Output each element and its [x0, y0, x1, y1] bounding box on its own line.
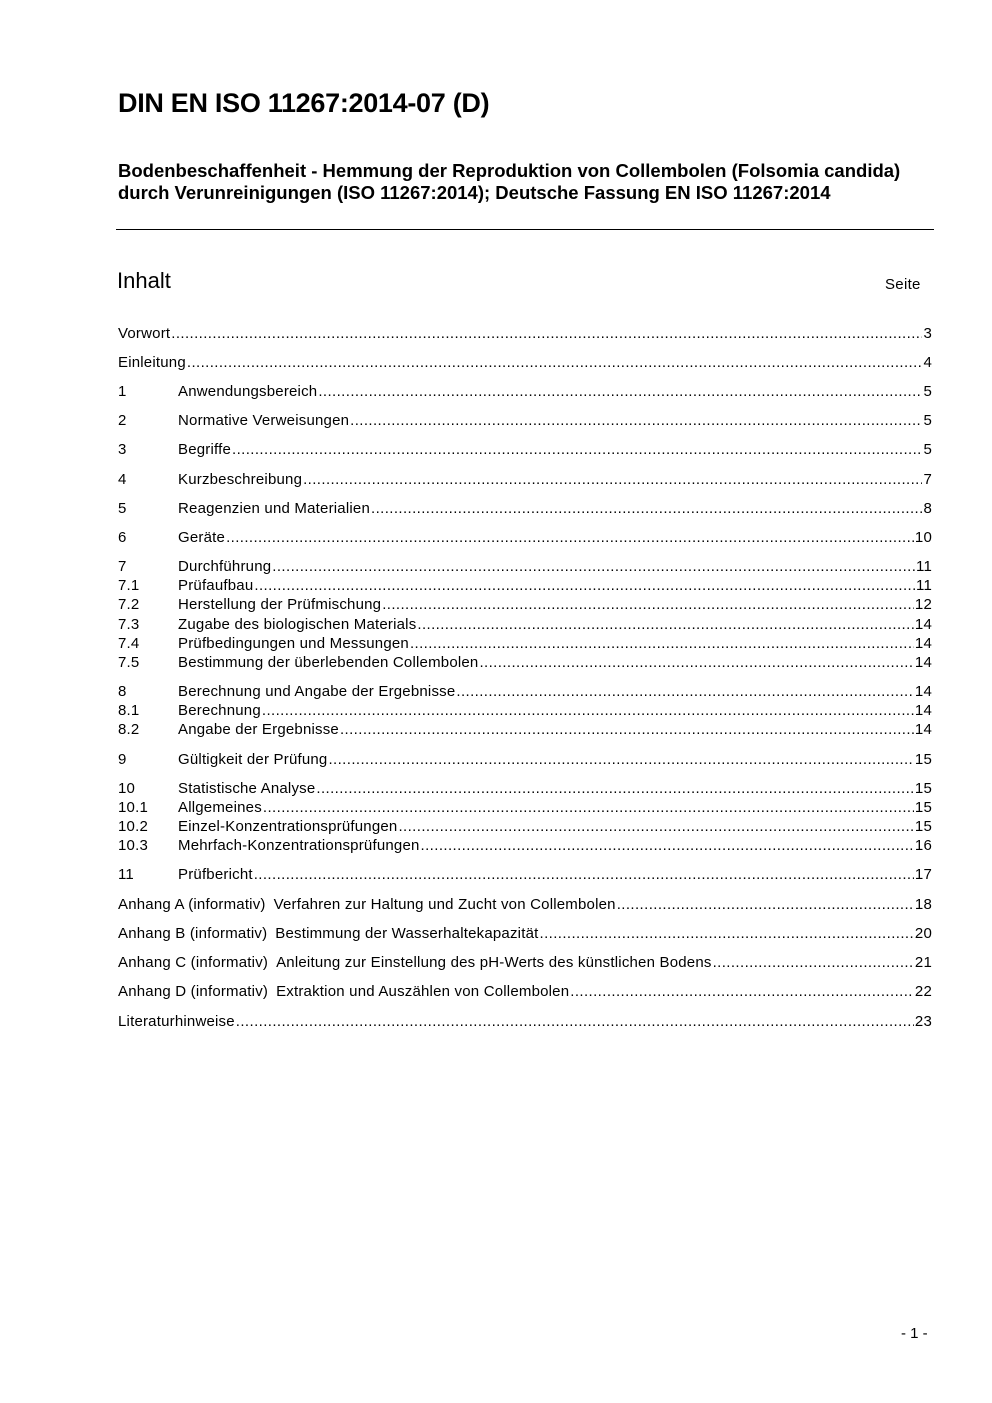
toc-dot-leader — [303, 470, 922, 489]
toc-entry-page: 15 — [914, 818, 932, 835]
toc-dot-leader — [570, 982, 914, 1001]
toc-entry-page: 22 — [914, 983, 932, 1000]
toc-dot-leader — [236, 1012, 914, 1031]
toc-entry[interactable] — [118, 1012, 932, 1031]
toc-entry[interactable] — [118, 701, 932, 720]
toc-entry[interactable] — [118, 798, 932, 817]
toc-entry-number: 7.1 — [118, 577, 140, 594]
toc-entry-page: 21 — [914, 954, 932, 971]
toc-entry-title: Bestimmung der überlebenden Collembolen — [178, 654, 479, 671]
toc-entry-number: 9 — [118, 751, 127, 768]
toc-dot-leader — [340, 720, 914, 739]
toc-entry-number: 3 — [118, 441, 127, 458]
toc-dot-leader — [713, 953, 914, 972]
toc-entry-title: Kurzbeschreibung — [178, 471, 303, 488]
toc-entry-number: 7 — [118, 558, 127, 575]
toc-entry[interactable] — [118, 836, 932, 855]
toc-dot-leader — [540, 924, 914, 943]
toc-entry-title: Angabe der Ergebnisse — [178, 721, 339, 738]
toc-entry-title: Allgemeines — [178, 799, 262, 816]
title-divider — [116, 229, 934, 230]
toc-entry[interactable] — [118, 982, 932, 1001]
toc-entry-title: Geräte — [178, 529, 226, 546]
toc-entry-annex-label: Anhang B (informativ) — [118, 925, 268, 942]
toc-entry[interactable] — [118, 353, 932, 372]
toc-entry[interactable] — [118, 817, 932, 836]
toc-entry[interactable] — [118, 720, 932, 739]
toc-entry-number: 1 — [118, 383, 127, 400]
toc-dot-leader — [254, 576, 915, 595]
toc-entry-title: Zugabe des biologischen Materials — [178, 616, 417, 633]
toc-entry[interactable] — [118, 324, 932, 343]
toc-entry[interactable] — [118, 779, 932, 798]
toc-entry-title: Bestimmung der Wasserhaltekapazität — [275, 925, 539, 942]
toc-dot-leader — [328, 750, 913, 769]
toc-entry-title: Anwendungsbereich — [178, 383, 318, 400]
toc-entry-page: 15 — [914, 751, 932, 768]
toc-entry-annex-label: Anhang A (informativ) — [118, 896, 266, 913]
toc-entry-annex-label: Anhang C (informativ) — [118, 954, 269, 971]
toc-page-column-label: Seite — [885, 276, 921, 293]
toc-entry-number: 10 — [118, 780, 136, 797]
toc-entry[interactable] — [118, 470, 932, 489]
toc-entry-page: 15 — [914, 799, 932, 816]
toc-entry[interactable] — [118, 576, 932, 595]
toc-entry[interactable] — [118, 865, 932, 884]
toc-entry[interactable] — [118, 895, 932, 914]
toc-dot-leader — [382, 595, 914, 614]
toc-entry-title: Prüfaufbau — [178, 577, 254, 594]
toc-entry[interactable] — [118, 750, 932, 769]
toc-entry-title: Vorwort — [118, 325, 171, 342]
toc-dot-leader — [232, 440, 922, 459]
toc-dot-leader — [371, 499, 922, 518]
toc-entry-page: 14 — [914, 702, 932, 719]
toc-entry-page: 4 — [923, 354, 932, 371]
toc-entry-page: 5 — [923, 441, 932, 458]
toc-entry-number: 7.3 — [118, 616, 140, 633]
toc-entry-title: Begriffe — [178, 441, 232, 458]
toc-dot-leader — [617, 895, 914, 914]
toc-entry[interactable] — [118, 634, 932, 653]
toc-entry-page: 16 — [914, 837, 932, 854]
toc-dot-leader — [318, 382, 922, 401]
toc-entry-page: 14 — [914, 616, 932, 633]
toc-entry-number: 11 — [118, 866, 134, 883]
toc-entry-number: 6 — [118, 529, 127, 546]
toc-entry-title: Gültigkeit der Prüfung — [178, 751, 328, 768]
toc-entry-title: Mehrfach-Konzentrationsprüfungen — [178, 837, 420, 854]
toc-entry-number: 10.3 — [118, 837, 148, 854]
toc-entry-number: 10.1 — [118, 799, 148, 816]
toc-entry-title: Prüfbericht — [178, 866, 253, 883]
document-subtitle: Bodenbeschaffenheit - Hemmung der Reproduktion von Collembolen (Folsomia candida) durch Verunreinigungen (ISO 11267:2014); Deutsche Fassung EN ISO 11267:2014 — [118, 160, 901, 203]
toc-entry-number: 5 — [118, 500, 127, 517]
toc-entry-number: 4 — [118, 471, 127, 488]
toc-entry-page: 12 — [914, 596, 932, 613]
toc-dot-leader — [226, 528, 914, 547]
toc-dot-leader — [417, 615, 914, 634]
toc-entry-title: Extraktion und Auszählen von Collembolen — [276, 983, 570, 1000]
toc-entry-number: 2 — [118, 412, 127, 429]
toc-dot-leader — [421, 836, 914, 855]
toc-entry-page: 23 — [914, 1013, 932, 1030]
toc-entry-number: 7.2 — [118, 596, 140, 613]
toc-entry-page: 5 — [923, 412, 932, 429]
toc-entry-title: Einzel-Konzentrationsprüfungen — [178, 818, 398, 835]
document-title: DIN EN ISO 11267:2014-07 (D) — [118, 88, 490, 118]
toc-entry-title: Statistische Analyse — [178, 780, 316, 797]
toc-entry-page: 15 — [914, 780, 932, 797]
toc-entry-page: 11 — [916, 577, 932, 594]
toc-entry-page: 14 — [914, 683, 932, 700]
toc-entry[interactable] — [118, 557, 932, 576]
toc-entry-number: 7.5 — [118, 654, 140, 671]
toc-entry[interactable] — [118, 953, 932, 972]
toc-dot-leader — [272, 557, 915, 576]
toc-entry-page: 5 — [923, 383, 932, 400]
toc-entry-title: Einleitung — [118, 354, 186, 371]
toc-entry[interactable] — [118, 382, 932, 401]
toc-entry[interactable] — [118, 528, 932, 547]
toc-entry-page: 14 — [914, 635, 932, 652]
toc-dot-leader — [350, 411, 922, 430]
toc-entry-title: Anleitung zur Einstellung des pH-Werts des künstlichen Bodens — [276, 954, 712, 971]
toc-dot-leader — [262, 701, 914, 720]
toc-heading: Inhalt — [117, 268, 171, 293]
toc-dot-leader — [410, 634, 914, 653]
toc-entry-title: Berechnung — [178, 702, 261, 719]
toc-entry[interactable] — [118, 615, 932, 634]
toc-entry[interactable] — [118, 924, 932, 943]
toc-entry-number: 10.2 — [118, 818, 148, 835]
toc-dot-leader — [187, 353, 923, 372]
toc-entry-number: 8.2 — [118, 721, 140, 738]
toc-entry-number: 8.1 — [118, 702, 140, 719]
toc-entry-title: Literaturhinweise — [118, 1013, 235, 1030]
toc-entry-page: 3 — [923, 325, 932, 342]
toc-entry-annex-label: Anhang D (informativ) — [118, 983, 269, 1000]
toc-entry-page: 17 — [914, 866, 932, 883]
toc-entry-title: Berechnung und Angabe der Ergebnisse — [178, 683, 456, 700]
toc-dot-leader — [456, 682, 914, 701]
toc-dot-leader — [254, 865, 914, 884]
toc-entry-page: 14 — [914, 721, 932, 738]
toc-dot-leader — [316, 779, 914, 798]
toc-entry-page: 8 — [923, 500, 932, 517]
toc-entry-title: Herstellung der Prüfmischung — [178, 596, 382, 613]
toc-entry-page: 7 — [923, 471, 932, 488]
toc-dot-leader — [263, 798, 914, 817]
toc-entry-number: 8 — [118, 683, 127, 700]
toc-entry-title: Durchführung — [178, 558, 272, 575]
toc-entry-page: 11 — [916, 558, 932, 575]
toc-entry[interactable] — [118, 595, 932, 614]
toc-entry-title: Verfahren zur Haltung und Zucht von Collembolen — [273, 896, 616, 913]
toc-entry[interactable] — [118, 440, 932, 459]
toc-dot-leader — [479, 653, 913, 672]
toc-entry-page: 10 — [914, 529, 932, 546]
page-number: - 1 - — [901, 1325, 928, 1342]
toc-entry-title: Reagenzien und Materialien — [178, 500, 370, 517]
toc-entry-page: 14 — [914, 654, 932, 671]
toc-entry-title: Prüfbedingungen und Messungen — [178, 635, 409, 652]
toc-entry[interactable] — [118, 682, 932, 701]
toc-entry-number: 7.4 — [118, 635, 140, 652]
toc-entry[interactable] — [118, 499, 932, 518]
toc-entry-page: 20 — [914, 925, 932, 942]
toc-entry[interactable] — [118, 411, 932, 430]
toc-dot-leader — [171, 324, 922, 343]
toc-dot-leader — [398, 817, 913, 836]
toc-entry[interactable] — [118, 653, 932, 672]
toc-entry-title: Normative Verweisungen — [178, 412, 350, 429]
toc-entry-page: 18 — [914, 896, 932, 913]
